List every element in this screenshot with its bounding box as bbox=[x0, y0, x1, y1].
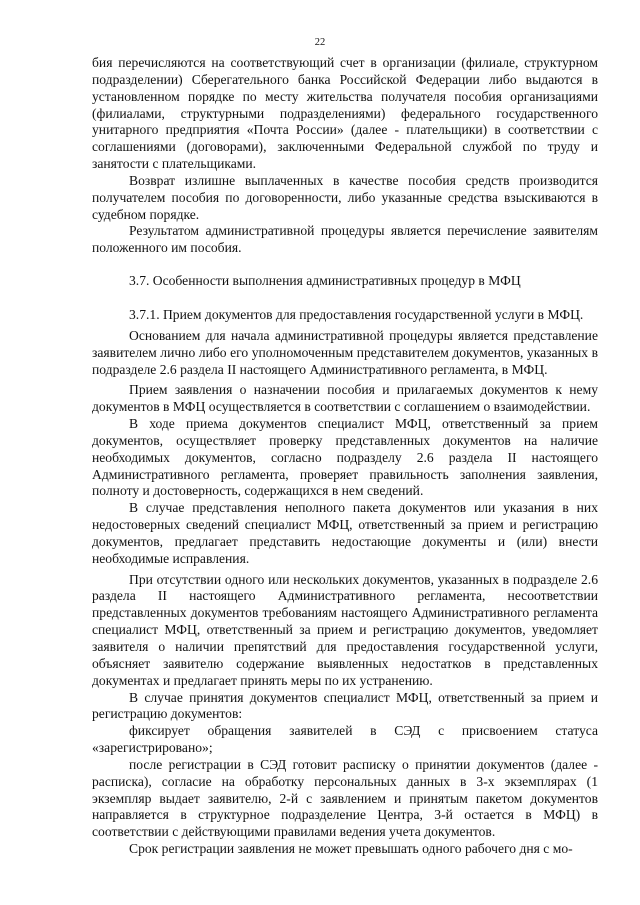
paragraph-receipt-preparation: после регистрации в СЭД готовит расписку о принятии документов (далее - расписка), согласие на обработку персональных данных в 3-х экземплярах (1 экземпляр выдает заявителю, 2-й с заявлением и принятым пакетом документов направляется в структурное подразделение Центра, 3-й остается в МФЦ) в соответствии с действующими правилами ведения учета документов. bbox=[92, 756, 598, 840]
section-heading-3-7: 3.7. Особенности выполнения административных процедур в МФЦ bbox=[129, 273, 521, 289]
paragraph-sed-registration: фиксирует обращения заявителей в СЭД с присвоением статуса «зарегистрировано»; bbox=[92, 723, 598, 756]
document-body bbox=[92, 55, 598, 858]
paragraph-overpayment-return: Возврат излишне выплаченных в качестве пособия средств производится получателем пособия по договоренности, либо указанные средства взыскиваются в судебном порядке. bbox=[92, 172, 598, 222]
paragraph-procedure-basis: Основанием для начала административной процедуры является представление заявителем лично либо его уполномоченным представителем документов, указанных в подразделе 2.6 раздела II настоящего Административного регламента, в МФЦ. bbox=[92, 327, 598, 377]
paragraph-incomplete-package: В случае представления неполного пакета документов или указания в них недостоверных сведений специалист МФЦ, ответственный за прием и регистрацию документов, предлагает представить недостающие документы и (или) внести необходимые исправления. bbox=[92, 500, 598, 566]
paragraph-payment-continuation: бия перечисляются на соответствующий счет в организации (филиале, структурном подразделении) Сберегательного банка Российской Федерации либо выдаются в установленном порядке по месту жительства получателя пособия организациями (филиалами, структурными подразделениями) федерального государственного унитарного предприятия «Почта России» (далее - плательщики) в соответствии с соглашениями (договорами), заключенными Федеральной службой по труду и занятости с плательщиками. bbox=[92, 55, 598, 172]
paragraph-application-reception: Прием заявления о назначении пособия и прилагаемых документов к нему документов в МФЦ осуществляется в соответствии с соглашением о взаимодействии. bbox=[92, 382, 598, 415]
paragraph-missing-documents: При отсутствии одного или нескольких документов, указанных в подразделе 2.6 раздела II настоящего Административного регламента, несоответствии представленных документов требованиям настоящего Административного регламента специалист МФЦ, ответственный за прием и регистрацию документов, уведомляет заявителя о наличии препятствий для предоставления государственной услуги, объясняет заявителю содержание выявленных недостатков в представленных документах и предлагает принять меры по их устранению. bbox=[92, 571, 598, 688]
subsection-heading-3-7-1: 3.7.1. Прием документов для предоставления государственной услуги в МФЦ. bbox=[129, 306, 584, 322]
paragraph-procedure-result: Результатом административной процедуры является перечисление заявителям положенного им пособия. bbox=[92, 223, 598, 256]
paragraph-registration-deadline: Срок регистрации заявления не может превышать одного рабочего дня с мо- bbox=[129, 841, 573, 857]
paragraph-document-check: В ходе приема документов специалист МФЦ, ответственный за прием документов, осуществляет проверку представленных документов на наличие необходимых документов, согласно подразделу 2.6 раздела II настоящего Административного регламента, проверяет правильность заполнения заявления, полноту и достоверность, содержащихся в нем сведений. bbox=[92, 416, 598, 499]
page-number: 22 bbox=[314, 37, 326, 48]
paragraph-documents-accepted: В случае принятия документов специалист МФЦ, ответственный за прием и регистрацию документов: bbox=[92, 689, 598, 722]
